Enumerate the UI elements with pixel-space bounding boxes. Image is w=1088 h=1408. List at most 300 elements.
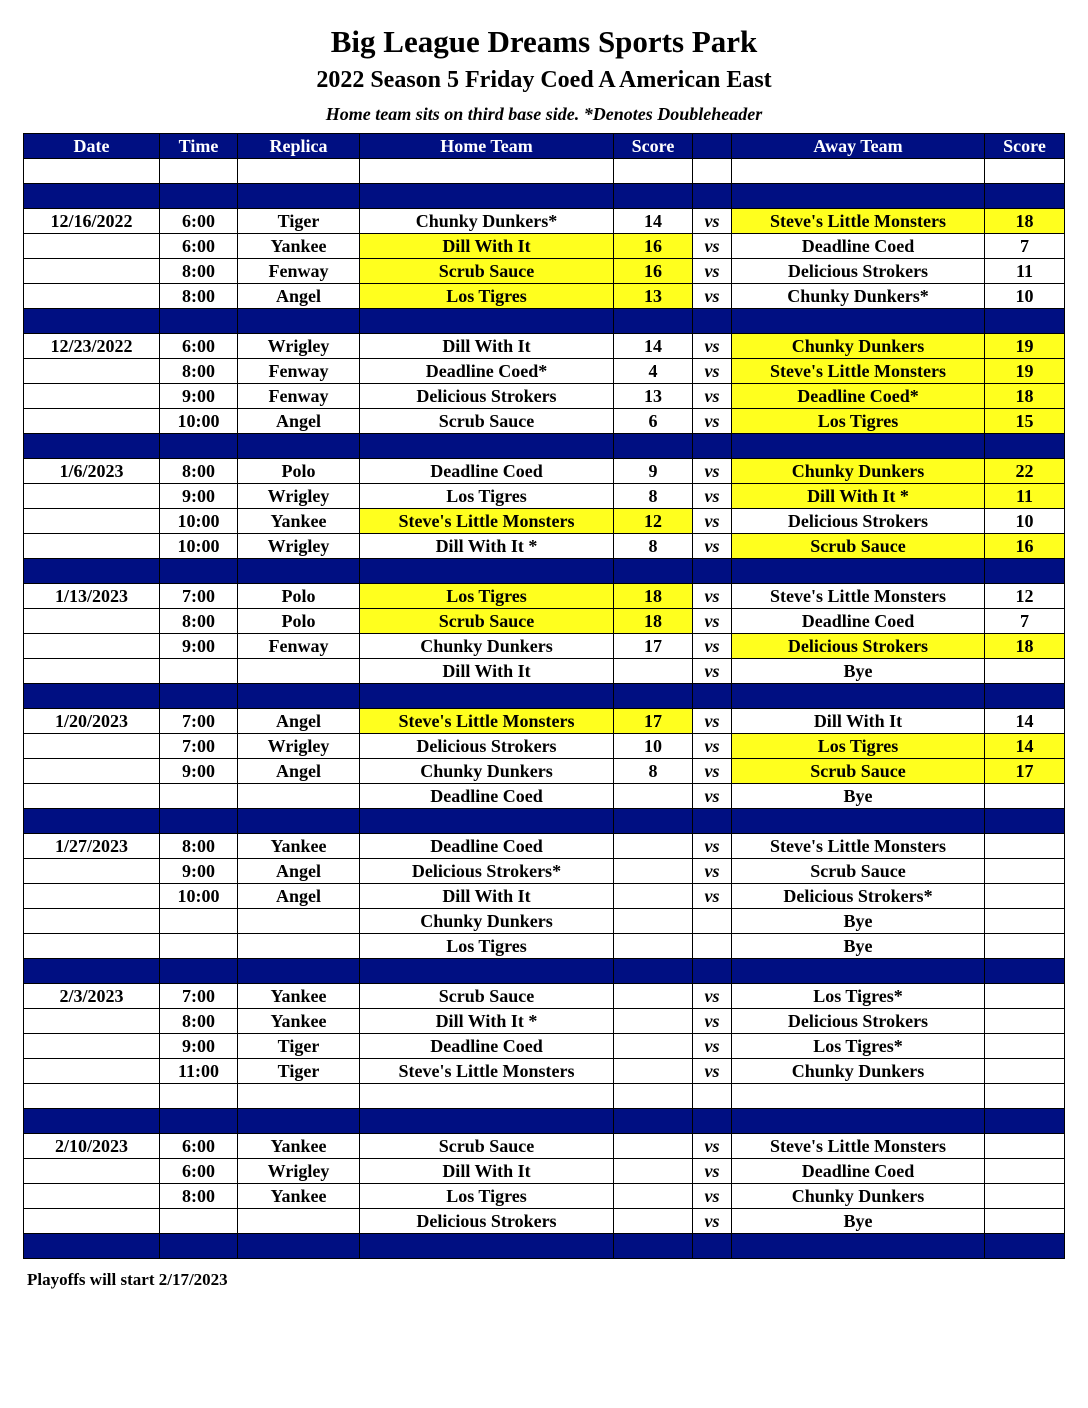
time-cell: 8:00 — [160, 609, 238, 634]
home-team-cell: Los Tigres — [360, 484, 614, 509]
home-team-cell: Chunky Dunkers — [360, 634, 614, 659]
vs-cell: vs — [693, 784, 732, 809]
date-cell — [24, 884, 160, 909]
home-score-cell: 17 — [614, 634, 693, 659]
separator-cell — [732, 809, 985, 834]
separator-cell — [360, 1109, 614, 1134]
vs-cell: vs — [693, 709, 732, 734]
time-cell: 10:00 — [160, 409, 238, 434]
col-header-away-score: Score — [985, 134, 1065, 159]
separator-cell — [24, 434, 160, 459]
vs-cell: vs — [693, 334, 732, 359]
home-score-cell: 14 — [614, 334, 693, 359]
away-score-cell — [985, 859, 1065, 884]
home-score-cell — [614, 1184, 693, 1209]
table-row — [24, 734, 1065, 759]
home-team-cell: Dill With It — [360, 234, 614, 259]
home-score-cell — [614, 1034, 693, 1059]
blank-cell — [693, 1084, 732, 1109]
schedule-body — [24, 159, 1065, 1259]
away-team-cell: Chunky Dunkers — [732, 1059, 985, 1084]
date-cell — [24, 284, 160, 309]
home-score-cell — [614, 884, 693, 909]
home-score-cell — [614, 984, 693, 1009]
separator-cell — [360, 684, 614, 709]
separator-row — [24, 684, 1065, 709]
separator-cell — [160, 184, 238, 209]
replica-cell: Wrigley — [238, 484, 360, 509]
replica-cell: Fenway — [238, 634, 360, 659]
replica-cell: Yankee — [238, 1184, 360, 1209]
separator-cell — [360, 309, 614, 334]
vs-cell: vs — [693, 884, 732, 909]
date-cell — [24, 1009, 160, 1034]
table-row — [24, 934, 1065, 959]
home-score-cell: 9 — [614, 459, 693, 484]
time-cell: 8:00 — [160, 459, 238, 484]
away-score-cell: 15 — [985, 409, 1065, 434]
separator-cell — [693, 184, 732, 209]
col-header-date: Date — [24, 134, 160, 159]
replica-cell: Polo — [238, 584, 360, 609]
replica-cell: Tiger — [238, 1059, 360, 1084]
date-cell: 1/20/2023 — [24, 709, 160, 734]
table-row — [24, 409, 1065, 434]
away-score-cell: 10 — [985, 509, 1065, 534]
date-cell — [24, 609, 160, 634]
separator-cell — [614, 959, 693, 984]
separator-cell — [238, 309, 360, 334]
separator-cell — [732, 184, 985, 209]
replica-cell: Wrigley — [238, 734, 360, 759]
table-row — [24, 1209, 1065, 1234]
replica-cell: Yankee — [238, 234, 360, 259]
away-team-cell: Scrub Sauce — [732, 859, 985, 884]
page-title: Big League Dreams Sports Park — [330, 24, 758, 59]
blank-cell — [24, 159, 160, 184]
home-team-cell: Chunky Dunkers — [360, 759, 614, 784]
table-row — [24, 609, 1065, 634]
separator-cell — [24, 959, 160, 984]
separator-cell — [24, 1234, 160, 1259]
separator-cell — [24, 684, 160, 709]
home-team-cell: Los Tigres — [360, 934, 614, 959]
replica-cell: Angel — [238, 759, 360, 784]
separator-cell — [238, 184, 360, 209]
table-row — [24, 984, 1065, 1009]
separator-row — [24, 809, 1065, 834]
away-team-cell: Scrub Sauce — [732, 534, 985, 559]
page-subtitle: 2022 Season 5 Friday Coed A American East — [316, 67, 772, 93]
time-cell: 7:00 — [160, 709, 238, 734]
col-header-vs — [693, 134, 732, 159]
separator-cell — [693, 434, 732, 459]
table-row — [24, 334, 1065, 359]
replica-cell — [238, 1209, 360, 1234]
time-cell — [160, 909, 238, 934]
date-cell — [24, 509, 160, 534]
vs-cell: vs — [693, 1034, 732, 1059]
away-team-cell: Los Tigres — [732, 409, 985, 434]
away-score-cell: 19 — [985, 334, 1065, 359]
away-score-cell: 14 — [985, 709, 1065, 734]
home-team-cell: Scrub Sauce — [360, 259, 614, 284]
time-cell: 8:00 — [160, 834, 238, 859]
away-score-cell: 14 — [985, 734, 1065, 759]
time-cell: 10:00 — [160, 884, 238, 909]
vs-cell: vs — [693, 859, 732, 884]
table-row — [24, 634, 1065, 659]
home-team-cell: Steve's Little Monsters — [360, 1059, 614, 1084]
home-team-cell: Dill With It — [360, 334, 614, 359]
vs-cell — [693, 909, 732, 934]
date-cell — [24, 1059, 160, 1084]
home-team-cell: Deadline Coed* — [360, 359, 614, 384]
vs-cell: vs — [693, 284, 732, 309]
table-row — [24, 359, 1065, 384]
separator-row — [24, 434, 1065, 459]
away-score-cell — [985, 784, 1065, 809]
away-score-cell: 18 — [985, 209, 1065, 234]
home-score-cell: 16 — [614, 259, 693, 284]
home-team-cell: Los Tigres — [360, 284, 614, 309]
time-cell — [160, 934, 238, 959]
separator-cell — [238, 959, 360, 984]
col-header-home-score: Score — [614, 134, 693, 159]
home-team-cell: Steve's Little Monsters — [360, 709, 614, 734]
time-cell: 7:00 — [160, 584, 238, 609]
separator-cell — [360, 959, 614, 984]
away-team-cell: Steve's Little Monsters — [732, 359, 985, 384]
separator-cell — [732, 1234, 985, 1259]
away-score-cell: 18 — [985, 384, 1065, 409]
home-score-cell — [614, 834, 693, 859]
home-team-cell: Scrub Sauce — [360, 1134, 614, 1159]
date-cell — [24, 259, 160, 284]
date-cell — [24, 1209, 160, 1234]
separator-cell — [24, 809, 160, 834]
time-cell: 8:00 — [160, 1184, 238, 1209]
vs-cell: vs — [693, 1009, 732, 1034]
time-cell: 9:00 — [160, 384, 238, 409]
blank-cell — [160, 159, 238, 184]
separator-cell — [238, 684, 360, 709]
vs-cell: vs — [693, 659, 732, 684]
away-score-cell: 12 — [985, 584, 1065, 609]
schedule-table — [23, 133, 1065, 1259]
separator-cell — [614, 1234, 693, 1259]
home-score-cell: 18 — [614, 584, 693, 609]
away-team-cell: Steve's Little Monsters — [732, 584, 985, 609]
home-score-cell — [614, 934, 693, 959]
separator-cell — [160, 1234, 238, 1259]
time-cell: 6:00 — [160, 234, 238, 259]
replica-cell: Wrigley — [238, 534, 360, 559]
home-team-cell: Chunky Dunkers* — [360, 209, 614, 234]
separator-cell — [614, 184, 693, 209]
date-cell — [24, 359, 160, 384]
replica-cell — [238, 784, 360, 809]
separator-cell — [985, 959, 1065, 984]
away-score-cell: 7 — [985, 609, 1065, 634]
home-score-cell: 8 — [614, 534, 693, 559]
away-score-cell — [985, 909, 1065, 934]
date-cell — [24, 1159, 160, 1184]
blank-cell — [732, 1084, 985, 1109]
away-team-cell: Bye — [732, 909, 985, 934]
home-score-cell — [614, 859, 693, 884]
replica-cell: Fenway — [238, 259, 360, 284]
away-team-cell: Chunky Dunkers* — [732, 284, 985, 309]
vs-cell: vs — [693, 1209, 732, 1234]
separator-cell — [693, 684, 732, 709]
away-score-cell — [985, 1159, 1065, 1184]
home-team-cell: Dill With It * — [360, 1009, 614, 1034]
blank-cell — [160, 1084, 238, 1109]
time-cell: 7:00 — [160, 984, 238, 1009]
separator-cell — [360, 1234, 614, 1259]
home-score-cell: 13 — [614, 284, 693, 309]
away-team-cell: Steve's Little Monsters — [732, 209, 985, 234]
away-score-cell: 11 — [985, 484, 1065, 509]
home-score-cell: 12 — [614, 509, 693, 534]
blank-row — [24, 159, 1065, 184]
home-score-cell — [614, 1009, 693, 1034]
away-score-cell — [985, 1134, 1065, 1159]
home-score-cell — [614, 1134, 693, 1159]
date-cell — [24, 1034, 160, 1059]
date-cell: 1/27/2023 — [24, 834, 160, 859]
table-row — [24, 659, 1065, 684]
separator-cell — [614, 309, 693, 334]
time-cell: 7:00 — [160, 734, 238, 759]
away-team-cell: Steve's Little Monsters — [732, 1134, 985, 1159]
separator-cell — [985, 309, 1065, 334]
page-note: Home team sits on third base side. *Denotes Doubleheader — [325, 104, 763, 124]
replica-cell: Angel — [238, 884, 360, 909]
replica-cell: Yankee — [238, 1134, 360, 1159]
away-team-cell: Bye — [732, 1209, 985, 1234]
separator-cell — [693, 309, 732, 334]
separator-cell — [985, 809, 1065, 834]
separator-row — [24, 1234, 1065, 1259]
away-score-cell: 19 — [985, 359, 1065, 384]
separator-row — [24, 959, 1065, 984]
date-cell — [24, 409, 160, 434]
blank-cell — [732, 159, 985, 184]
home-score-cell — [614, 784, 693, 809]
separator-cell — [732, 309, 985, 334]
table-row — [24, 234, 1065, 259]
replica-cell: Fenway — [238, 384, 360, 409]
home-score-cell: 8 — [614, 759, 693, 784]
away-team-cell: Deadline Coed — [732, 609, 985, 634]
home-team-cell: Deadline Coed — [360, 784, 614, 809]
away-score-cell — [985, 884, 1065, 909]
separator-row — [24, 309, 1065, 334]
away-score-cell: 16 — [985, 534, 1065, 559]
table-row — [24, 909, 1065, 934]
home-team-cell: Dill With It — [360, 659, 614, 684]
separator-cell — [614, 434, 693, 459]
home-score-cell: 8 — [614, 484, 693, 509]
home-score-cell — [614, 909, 693, 934]
vs-cell — [693, 934, 732, 959]
home-score-cell — [614, 1059, 693, 1084]
away-score-cell — [985, 1184, 1065, 1209]
table-row — [24, 534, 1065, 559]
separator-cell — [160, 434, 238, 459]
vs-cell: vs — [693, 584, 732, 609]
away-score-cell: 11 — [985, 259, 1065, 284]
table-row — [24, 1159, 1065, 1184]
away-team-cell: Deadline Coed — [732, 234, 985, 259]
separator-cell — [732, 959, 985, 984]
home-score-cell: 16 — [614, 234, 693, 259]
date-cell — [24, 934, 160, 959]
separator-cell — [985, 184, 1065, 209]
separator-cell — [985, 684, 1065, 709]
date-cell — [24, 759, 160, 784]
separator-cell — [238, 809, 360, 834]
date-cell — [24, 534, 160, 559]
home-team-cell: Los Tigres — [360, 1184, 614, 1209]
away-team-cell: Delicious Strokers — [732, 634, 985, 659]
separator-cell — [24, 184, 160, 209]
time-cell: 10:00 — [160, 534, 238, 559]
home-team-cell: Delicious Strokers — [360, 384, 614, 409]
col-header-replica: Replica — [238, 134, 360, 159]
away-team-cell: Bye — [732, 934, 985, 959]
table-row — [24, 459, 1065, 484]
separator-cell — [614, 559, 693, 584]
col-header-home-team: Home Team — [360, 134, 614, 159]
vs-cell: vs — [693, 359, 732, 384]
table-row — [24, 709, 1065, 734]
away-score-cell — [985, 1209, 1065, 1234]
date-cell — [24, 234, 160, 259]
separator-cell — [360, 434, 614, 459]
separator-cell — [614, 684, 693, 709]
away-team-cell: Delicious Strokers — [732, 259, 985, 284]
date-cell — [24, 784, 160, 809]
replica-cell: Polo — [238, 459, 360, 484]
separator-cell — [732, 684, 985, 709]
table-row — [24, 584, 1065, 609]
vs-cell: vs — [693, 484, 732, 509]
playoffs-note: Playoffs will start 2/17/2023 — [27, 1270, 228, 1289]
home-team-cell: Dill With It — [360, 1159, 614, 1184]
separator-cell — [160, 309, 238, 334]
home-team-cell: Steve's Little Monsters — [360, 509, 614, 534]
col-header-away-team: Away Team — [732, 134, 985, 159]
home-team-cell: Scrub Sauce — [360, 609, 614, 634]
separator-cell — [693, 959, 732, 984]
away-team-cell: Chunky Dunkers — [732, 334, 985, 359]
vs-cell: vs — [693, 409, 732, 434]
separator-cell — [24, 559, 160, 584]
header-row — [24, 134, 1065, 159]
replica-cell: Fenway — [238, 359, 360, 384]
vs-cell: vs — [693, 384, 732, 409]
time-cell: 8:00 — [160, 359, 238, 384]
home-team-cell: Dill With It * — [360, 534, 614, 559]
vs-cell: vs — [693, 1184, 732, 1209]
away-team-cell: Bye — [732, 784, 985, 809]
date-cell — [24, 659, 160, 684]
blank-cell — [360, 159, 614, 184]
away-score-cell — [985, 1034, 1065, 1059]
away-score-cell: 18 — [985, 634, 1065, 659]
time-cell: 6:00 — [160, 1134, 238, 1159]
blank-cell — [238, 159, 360, 184]
replica-cell: Yankee — [238, 984, 360, 1009]
table-row — [24, 1009, 1065, 1034]
home-team-cell: Chunky Dunkers — [360, 909, 614, 934]
replica-cell: Yankee — [238, 1009, 360, 1034]
vs-cell: vs — [693, 1059, 732, 1084]
time-cell — [160, 784, 238, 809]
away-team-cell: Los Tigres* — [732, 1034, 985, 1059]
date-cell: 2/10/2023 — [24, 1134, 160, 1159]
table-row — [24, 284, 1065, 309]
replica-cell: Angel — [238, 859, 360, 884]
vs-cell: vs — [693, 1159, 732, 1184]
time-cell: 6:00 — [160, 334, 238, 359]
date-cell: 12/23/2022 — [24, 334, 160, 359]
vs-cell: vs — [693, 609, 732, 634]
table-row — [24, 1184, 1065, 1209]
time-cell — [160, 659, 238, 684]
away-score-cell — [985, 659, 1065, 684]
home-team-cell: Deadline Coed — [360, 834, 614, 859]
date-cell — [24, 909, 160, 934]
home-team-cell: Los Tigres — [360, 584, 614, 609]
time-cell: 9:00 — [160, 759, 238, 784]
separator-cell — [693, 1109, 732, 1134]
away-team-cell: Dill With It * — [732, 484, 985, 509]
away-score-cell — [985, 1059, 1065, 1084]
replica-cell — [238, 934, 360, 959]
home-team-cell: Dill With It — [360, 884, 614, 909]
time-cell: 9:00 — [160, 484, 238, 509]
away-team-cell: Delicious Strokers — [732, 509, 985, 534]
separator-cell — [985, 434, 1065, 459]
table-row — [24, 1059, 1065, 1084]
home-team-cell: Delicious Strokers — [360, 734, 614, 759]
away-team-cell: Chunky Dunkers — [732, 459, 985, 484]
separator-cell — [985, 1109, 1065, 1134]
vs-cell: vs — [693, 834, 732, 859]
replica-cell: Wrigley — [238, 1159, 360, 1184]
replica-cell — [238, 659, 360, 684]
vs-cell: vs — [693, 734, 732, 759]
replica-cell: Polo — [238, 609, 360, 634]
away-score-cell: 10 — [985, 284, 1065, 309]
separator-cell — [238, 1234, 360, 1259]
home-team-cell: Delicious Strokers* — [360, 859, 614, 884]
away-score-cell — [985, 834, 1065, 859]
replica-cell — [238, 909, 360, 934]
away-score-cell: 22 — [985, 459, 1065, 484]
date-cell — [24, 384, 160, 409]
date-cell — [24, 1184, 160, 1209]
replica-cell: Tiger — [238, 209, 360, 234]
time-cell: 6:00 — [160, 209, 238, 234]
time-cell: 6:00 — [160, 1159, 238, 1184]
separator-cell — [360, 559, 614, 584]
away-score-cell — [985, 934, 1065, 959]
